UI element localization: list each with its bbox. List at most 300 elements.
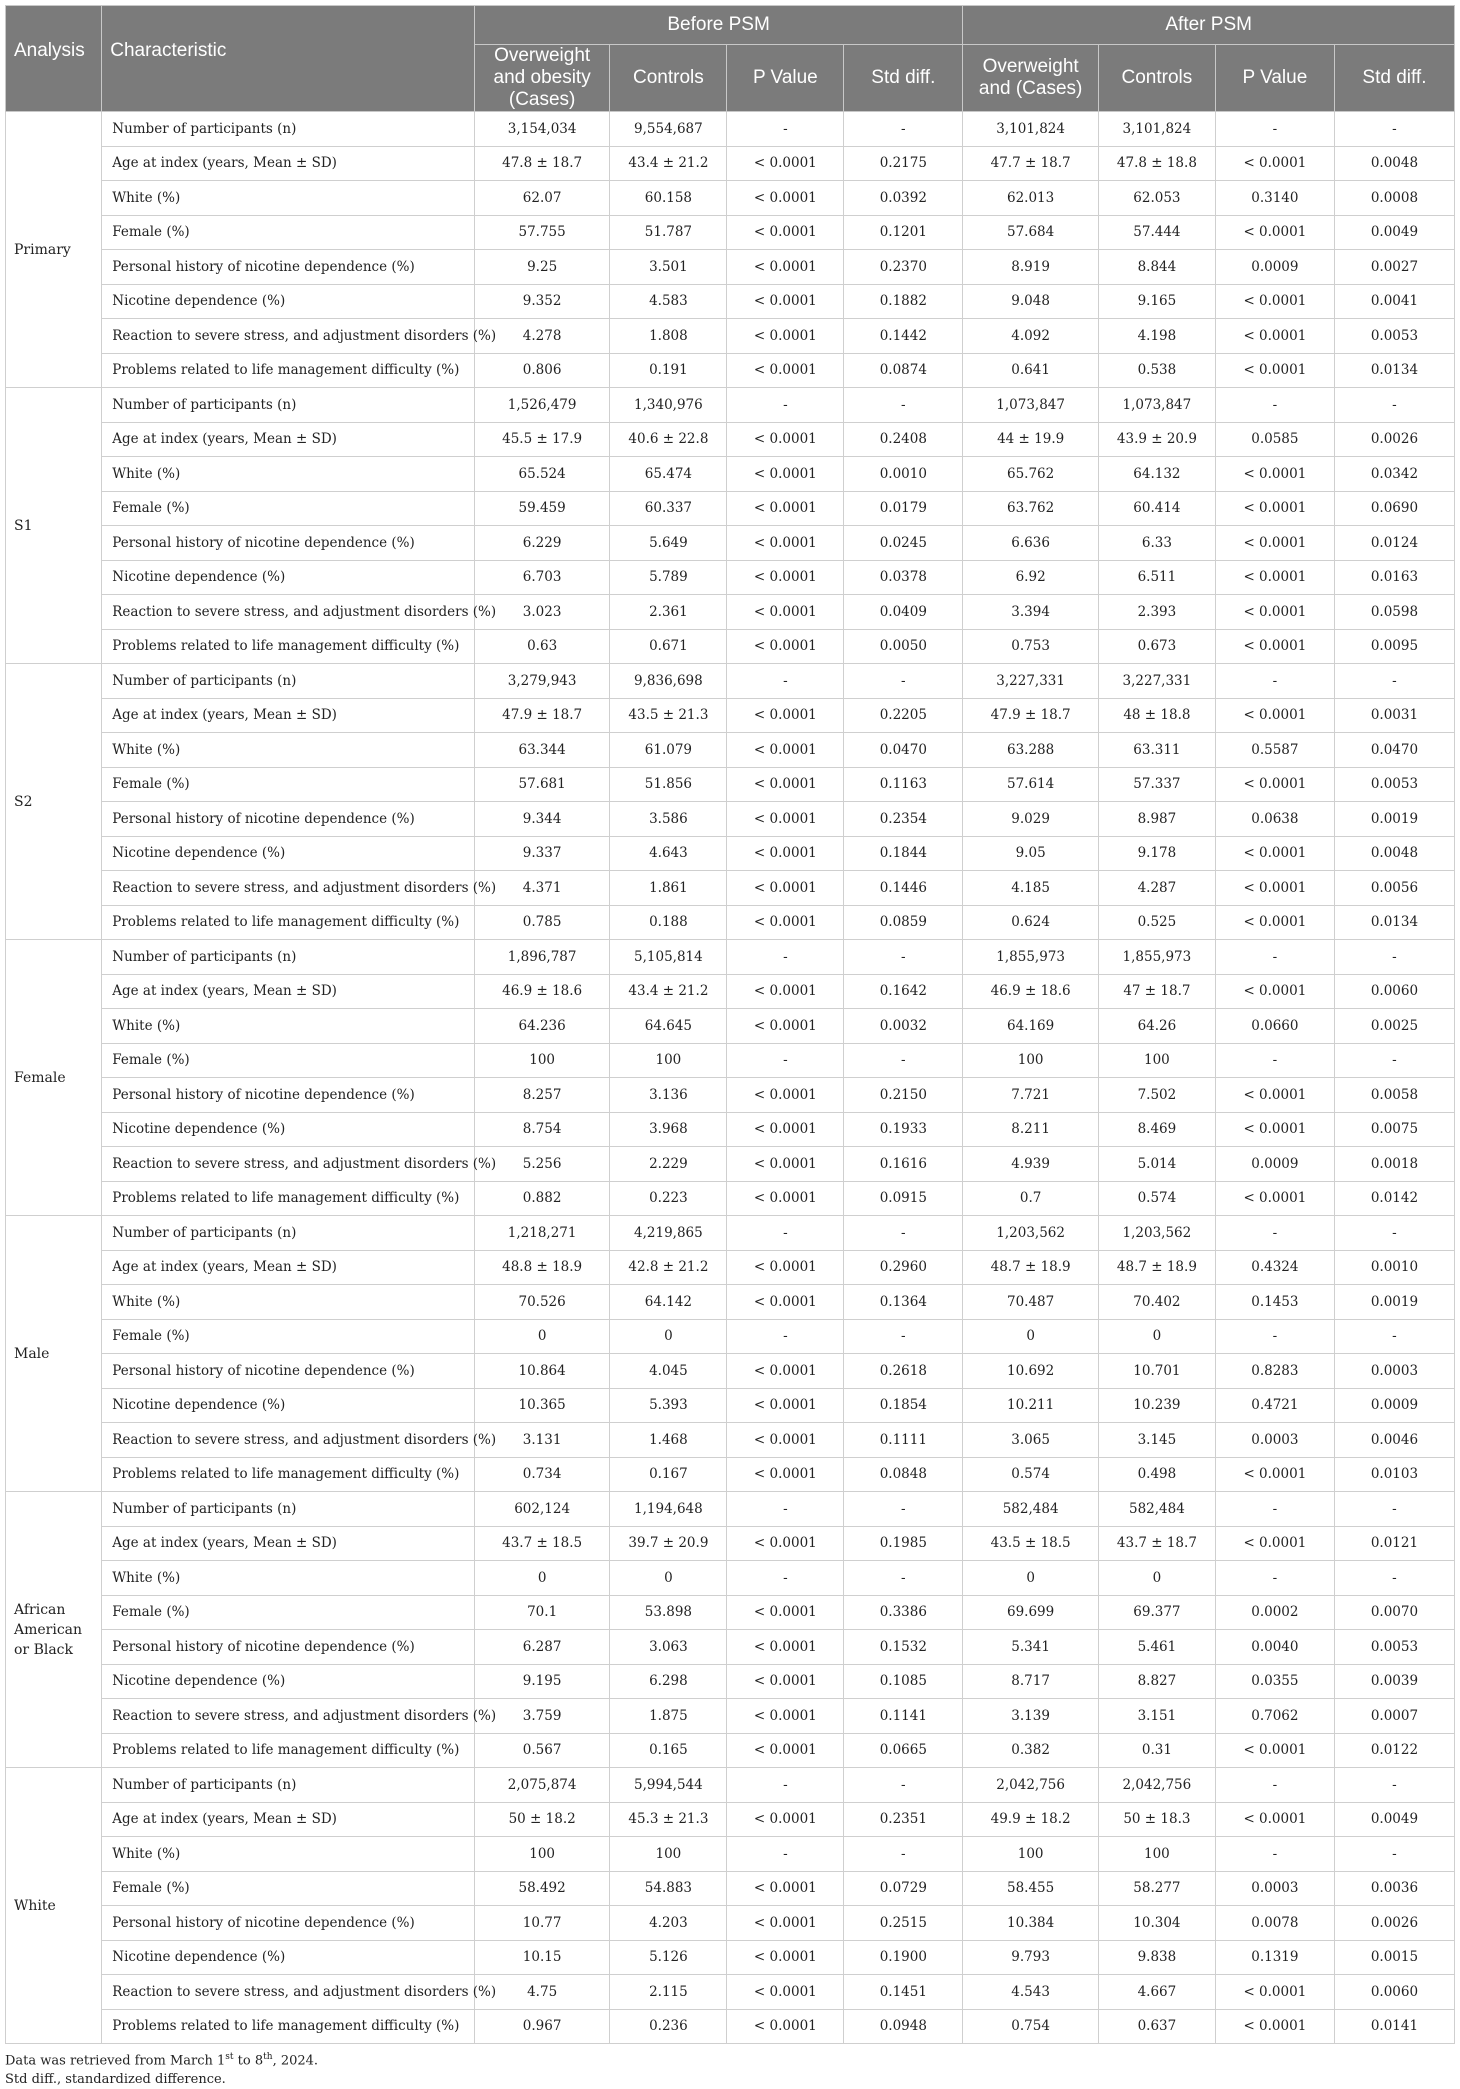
- cell-before-controls: 43.5 ± 21.3: [610, 698, 727, 733]
- cell-before-p-value: -: [727, 1837, 844, 1872]
- cell-before-controls: 9,836,698: [610, 664, 727, 699]
- cell-before-cases: 0.806: [474, 353, 610, 388]
- cell-before-cases: 1,218,271: [474, 1216, 610, 1251]
- cell-before-p-value: -: [727, 1319, 844, 1354]
- table-row: [6, 871, 1455, 906]
- cell-after-std-diff: 0.0010: [1334, 1250, 1454, 1285]
- cell-after-p-value: -: [1215, 1216, 1334, 1251]
- cell-characteristic: Nicotine dependence (%): [102, 1940, 475, 1975]
- cell-characteristic: Reaction to severe stress, and adjustment disorders (%): [102, 595, 475, 630]
- cell-after-cases: 4.092: [963, 319, 1099, 354]
- table-row: [6, 767, 1455, 802]
- table-row: [6, 1388, 1455, 1423]
- cell-before-cases: 57.681: [474, 767, 610, 802]
- cell-after-std-diff: 0.0122: [1334, 1733, 1454, 1768]
- cell-after-std-diff: -: [1334, 940, 1454, 975]
- cell-before-cases: 4.371: [474, 871, 610, 906]
- cell-before-p-value: < 0.0001: [727, 1009, 844, 1044]
- analysis-group-label: White: [6, 1768, 102, 2044]
- cell-before-controls: 5.126: [610, 1940, 727, 1975]
- cell-after-controls: 2,042,756: [1098, 1768, 1215, 1803]
- analysis-group-label: African American or Black: [6, 1492, 102, 1768]
- cell-after-p-value: < 0.0001: [1215, 1733, 1334, 1768]
- cell-after-controls: 1,203,562: [1098, 1216, 1215, 1251]
- cell-after-p-value: < 0.0001: [1215, 1112, 1334, 1147]
- cell-characteristic: Personal history of nicotine dependence (%): [102, 1630, 475, 1665]
- cell-characteristic: Problems related to life management difficulty (%): [102, 1457, 475, 1492]
- cell-after-controls: 57.444: [1098, 215, 1215, 250]
- cell-before-p-value: -: [727, 1043, 844, 1078]
- cell-before-cases: 0: [474, 1319, 610, 1354]
- cell-after-std-diff: 0.0075: [1334, 1112, 1454, 1147]
- cell-before-p-value: < 0.0001: [727, 1871, 844, 1906]
- table-row: [6, 457, 1455, 492]
- cell-before-std-diff: 0.1900: [844, 1940, 963, 1975]
- cell-after-std-diff: 0.0049: [1334, 215, 1454, 250]
- cell-before-controls: 42.8 ± 21.2: [610, 1250, 727, 1285]
- cell-characteristic: Age at index (years, Mean ± SD): [102, 146, 475, 181]
- cell-before-cases: 4.75: [474, 1975, 610, 2010]
- cell-before-p-value: < 0.0001: [727, 560, 844, 595]
- cell-characteristic: Nicotine dependence (%): [102, 1388, 475, 1423]
- header-analysis: Analysis: [6, 6, 102, 112]
- cell-before-controls: 0.223: [610, 1181, 727, 1216]
- cell-after-p-value: < 0.0001: [1215, 1975, 1334, 2010]
- cell-before-controls: 1,340,976: [610, 388, 727, 423]
- cell-after-std-diff: 0.0019: [1334, 802, 1454, 837]
- cell-before-cases: 9.352: [474, 284, 610, 319]
- cell-before-controls: 0.188: [610, 905, 727, 940]
- cell-before-controls: 64.645: [610, 1009, 727, 1044]
- cell-characteristic: Reaction to severe stress, and adjustment disorders (%): [102, 1423, 475, 1458]
- cell-after-cases: 2,042,756: [963, 1768, 1099, 1803]
- cell-after-cases: 47.9 ± 18.7: [963, 698, 1099, 733]
- cell-after-cases: 0: [963, 1561, 1099, 1596]
- cell-after-controls: 0.673: [1098, 629, 1215, 664]
- cell-after-cases: 48.7 ± 18.9: [963, 1250, 1099, 1285]
- cell-characteristic: Number of participants (n): [102, 112, 475, 147]
- cell-after-controls: 0.538: [1098, 353, 1215, 388]
- cell-characteristic: Personal history of nicotine dependence (%): [102, 526, 475, 561]
- cell-characteristic: White (%): [102, 733, 475, 768]
- footnote-retrieval-mid: to 8: [233, 2053, 264, 2069]
- cell-before-cases: 57.755: [474, 215, 610, 250]
- cell-after-cases: 0.753: [963, 629, 1099, 664]
- cell-before-std-diff: 0.1446: [844, 871, 963, 906]
- cell-after-p-value: 0.0009: [1215, 250, 1334, 285]
- cell-after-std-diff: 0.0060: [1334, 1975, 1454, 2010]
- cell-characteristic: Nicotine dependence (%): [102, 1112, 475, 1147]
- header-after-std-diff: Std diff.: [1334, 45, 1454, 112]
- cell-after-cases: 43.5 ± 18.5: [963, 1526, 1099, 1561]
- cell-after-cases: 1,855,973: [963, 940, 1099, 975]
- cell-after-cases: 9.029: [963, 802, 1099, 837]
- footnote-sup-st: st: [225, 2052, 234, 2062]
- cell-after-std-diff: 0.0036: [1334, 1871, 1454, 1906]
- cell-after-std-diff: 0.0053: [1334, 319, 1454, 354]
- cell-before-p-value: < 0.0001: [727, 457, 844, 492]
- cell-after-p-value: < 0.0001: [1215, 974, 1334, 1009]
- cell-after-cases: 0.382: [963, 1733, 1099, 1768]
- cell-after-controls: 47.8 ± 18.8: [1098, 146, 1215, 181]
- table-row: [6, 1147, 1455, 1182]
- analysis-group-label: S1: [6, 388, 102, 664]
- cell-after-cases: 582,484: [963, 1492, 1099, 1527]
- cell-after-p-value: < 0.0001: [1215, 1457, 1334, 1492]
- table-row: [6, 1975, 1455, 2010]
- cell-before-cases: 50 ± 18.2: [474, 1802, 610, 1837]
- cell-after-controls: 1,855,973: [1098, 940, 1215, 975]
- table-row: [6, 664, 1455, 699]
- cell-after-controls: 70.402: [1098, 1285, 1215, 1320]
- table-row: [6, 388, 1455, 423]
- cell-before-controls: 4.583: [610, 284, 727, 319]
- table-row: [6, 1457, 1455, 1492]
- cell-before-p-value: < 0.0001: [727, 802, 844, 837]
- cell-before-std-diff: -: [844, 1837, 963, 1872]
- cell-before-cases: 9.344: [474, 802, 610, 837]
- cell-after-p-value: 0.0585: [1215, 422, 1334, 457]
- cell-before-controls: 53.898: [610, 1595, 727, 1630]
- cell-after-controls: 9.165: [1098, 284, 1215, 319]
- table-row: [6, 974, 1455, 1009]
- cell-before-std-diff: 0.1163: [844, 767, 963, 802]
- cell-before-std-diff: 0.0409: [844, 595, 963, 630]
- cell-after-controls: 0.525: [1098, 905, 1215, 940]
- cell-after-std-diff: -: [1334, 1216, 1454, 1251]
- cell-after-p-value: 0.0355: [1215, 1664, 1334, 1699]
- cell-characteristic: Reaction to severe stress, and adjustment disorders (%): [102, 319, 475, 354]
- cell-before-std-diff: 0.2515: [844, 1906, 963, 1941]
- cell-after-std-diff: 0.0134: [1334, 353, 1454, 388]
- cell-characteristic: Age at index (years, Mean ± SD): [102, 1802, 475, 1837]
- cell-before-controls: 6.298: [610, 1664, 727, 1699]
- cell-after-std-diff: -: [1334, 1837, 1454, 1872]
- table-row: [6, 1492, 1455, 1527]
- cell-before-std-diff: 0.2175: [844, 146, 963, 181]
- cell-after-cases: 3.139: [963, 1699, 1099, 1734]
- table-row: [6, 629, 1455, 664]
- cell-after-p-value: 0.0638: [1215, 802, 1334, 837]
- cell-after-controls: 10.304: [1098, 1906, 1215, 1941]
- cell-before-controls: 5.649: [610, 526, 727, 561]
- cell-after-cases: 9.048: [963, 284, 1099, 319]
- cell-after-cases: 4.939: [963, 1147, 1099, 1182]
- cell-before-std-diff: 0.1085: [844, 1664, 963, 1699]
- cell-before-std-diff: -: [844, 1561, 963, 1596]
- cell-before-p-value: < 0.0001: [727, 1802, 844, 1837]
- cell-before-cases: 47.8 ± 18.7: [474, 146, 610, 181]
- cell-before-p-value: < 0.0001: [727, 1457, 844, 1492]
- cell-after-cases: 0.624: [963, 905, 1099, 940]
- table-row: [6, 1664, 1455, 1699]
- table-row: [6, 595, 1455, 630]
- cell-after-p-value: < 0.0001: [1215, 1078, 1334, 1113]
- cell-after-std-diff: 0.0046: [1334, 1423, 1454, 1458]
- cell-after-p-value: 0.8283: [1215, 1354, 1334, 1389]
- cell-before-p-value: < 0.0001: [727, 1181, 844, 1216]
- cell-after-p-value: -: [1215, 388, 1334, 423]
- cell-after-std-diff: 0.0018: [1334, 1147, 1454, 1182]
- cell-before-controls: 100: [610, 1043, 727, 1078]
- cell-before-std-diff: 0.2354: [844, 802, 963, 837]
- cell-before-p-value: < 0.0001: [727, 1354, 844, 1389]
- cell-before-std-diff: 0.1141: [844, 1699, 963, 1734]
- table-row: [6, 1906, 1455, 1941]
- cell-after-cases: 4.543: [963, 1975, 1099, 2010]
- cell-before-controls: 2.115: [610, 1975, 727, 2010]
- cell-after-p-value: -: [1215, 1043, 1334, 1078]
- cell-before-p-value: < 0.0001: [727, 2009, 844, 2044]
- table-body: [6, 112, 1455, 2044]
- cell-after-controls: 0.498: [1098, 1457, 1215, 1492]
- header-after-psm: After PSM: [963, 6, 1455, 45]
- cell-before-cases: 10.77: [474, 1906, 610, 1941]
- analysis-group-label: Female: [6, 940, 102, 1216]
- cell-before-std-diff: 0.0859: [844, 905, 963, 940]
- cell-characteristic: Personal history of nicotine dependence (%): [102, 802, 475, 837]
- cell-before-p-value: < 0.0001: [727, 836, 844, 871]
- cell-before-cases: 9.337: [474, 836, 610, 871]
- cell-before-std-diff: 0.0948: [844, 2009, 963, 2044]
- table-row: [6, 836, 1455, 871]
- cell-before-std-diff: 0.0032: [844, 1009, 963, 1044]
- cell-after-controls: 63.311: [1098, 733, 1215, 768]
- cell-after-controls: 64.132: [1098, 457, 1215, 492]
- cell-before-std-diff: 0.0470: [844, 733, 963, 768]
- cell-after-cases: 3,101,824: [963, 112, 1099, 147]
- table-row: [6, 1112, 1455, 1147]
- cell-after-std-diff: 0.0048: [1334, 836, 1454, 871]
- cell-before-cases: 70.526: [474, 1285, 610, 1320]
- table-row: [6, 802, 1455, 837]
- cell-after-p-value: < 0.0001: [1215, 491, 1334, 526]
- cell-before-std-diff: 0.1933: [844, 1112, 963, 1147]
- cell-after-cases: 8.919: [963, 250, 1099, 285]
- footnote-abbreviation: Std diff., standardized difference.: [5, 2072, 226, 2088]
- cell-characteristic: Problems related to life management difficulty (%): [102, 905, 475, 940]
- cell-before-cases: 2,075,874: [474, 1768, 610, 1803]
- table-row: [6, 526, 1455, 561]
- cell-after-cases: 62.013: [963, 181, 1099, 216]
- cell-before-controls: 9,554,687: [610, 112, 727, 147]
- cell-before-p-value: < 0.0001: [727, 1147, 844, 1182]
- cell-before-cases: 9.195: [474, 1664, 610, 1699]
- cell-before-p-value: < 0.0001: [727, 698, 844, 733]
- cell-after-cases: 0.754: [963, 2009, 1099, 2044]
- cell-after-cases: 0.7: [963, 1181, 1099, 1216]
- cell-after-p-value: 0.4324: [1215, 1250, 1334, 1285]
- cell-before-cases: 6.703: [474, 560, 610, 595]
- table-row: [6, 1768, 1455, 1803]
- table-row: [6, 1699, 1455, 1734]
- cell-characteristic: Problems related to life management difficulty (%): [102, 2009, 475, 2044]
- cell-after-std-diff: 0.0039: [1334, 1664, 1454, 1699]
- cell-after-p-value: < 0.0001: [1215, 146, 1334, 181]
- table-row: [6, 1285, 1455, 1320]
- cell-before-controls: 51.856: [610, 767, 727, 802]
- cell-after-p-value: < 0.0001: [1215, 319, 1334, 354]
- cell-characteristic: Number of participants (n): [102, 388, 475, 423]
- cell-after-cases: 9.793: [963, 1940, 1099, 1975]
- cell-after-std-diff: 0.0124: [1334, 526, 1454, 561]
- table-row: [6, 1837, 1455, 1872]
- cell-after-controls: 8.987: [1098, 802, 1215, 837]
- header-before-cases: Overweight and obesity (Cases): [474, 45, 610, 112]
- cell-before-controls: 0.165: [610, 1733, 727, 1768]
- cell-characteristic: Number of participants (n): [102, 664, 475, 699]
- cell-before-p-value: -: [727, 940, 844, 975]
- cell-after-std-diff: 0.0342: [1334, 457, 1454, 492]
- cell-after-p-value: 0.7062: [1215, 1699, 1334, 1734]
- cell-after-controls: 62.053: [1098, 181, 1215, 216]
- cell-after-controls: 0: [1098, 1319, 1215, 1354]
- header-after-cases: Overweight and (Cases): [963, 45, 1099, 112]
- cell-before-cases: 62.07: [474, 181, 610, 216]
- cell-before-p-value: -: [727, 1768, 844, 1803]
- cell-after-p-value: < 0.0001: [1215, 767, 1334, 802]
- cell-after-p-value: < 0.0001: [1215, 353, 1334, 388]
- cell-before-cases: 0.967: [474, 2009, 610, 2044]
- cell-before-std-diff: 0.2618: [844, 1354, 963, 1389]
- cell-before-p-value: < 0.0001: [727, 1906, 844, 1941]
- cell-before-cases: 10.864: [474, 1354, 610, 1389]
- cell-before-cases: 64.236: [474, 1009, 610, 1044]
- cell-before-p-value: -: [727, 664, 844, 699]
- cell-after-std-diff: 0.0026: [1334, 1906, 1454, 1941]
- header-after-controls: Controls: [1098, 45, 1215, 112]
- analysis-group-label: S2: [6, 664, 102, 940]
- cell-before-std-diff: 0.2408: [844, 422, 963, 457]
- cell-before-controls: 3.063: [610, 1630, 727, 1665]
- cell-after-controls: 0.574: [1098, 1181, 1215, 1216]
- table-row: [6, 1940, 1455, 1975]
- cell-after-std-diff: 0.0025: [1334, 1009, 1454, 1044]
- table-row: [6, 319, 1455, 354]
- cell-after-controls: 9.838: [1098, 1940, 1215, 1975]
- cell-before-cases: 63.344: [474, 733, 610, 768]
- table-row: [6, 181, 1455, 216]
- cell-after-std-diff: -: [1334, 1043, 1454, 1078]
- table-row: [6, 1595, 1455, 1630]
- cell-after-cases: 4.185: [963, 871, 1099, 906]
- cell-characteristic: Female (%): [102, 1871, 475, 1906]
- cell-before-cases: 10.365: [474, 1388, 610, 1423]
- cell-characteristic: Age at index (years, Mean ± SD): [102, 422, 475, 457]
- cell-before-std-diff: 0.1642: [844, 974, 963, 1009]
- cell-after-controls: 43.9 ± 20.9: [1098, 422, 1215, 457]
- cell-before-cases: 3.023: [474, 595, 610, 630]
- cell-before-p-value: -: [727, 388, 844, 423]
- cell-before-controls: 1.861: [610, 871, 727, 906]
- cell-characteristic: Reaction to severe stress, and adjustment disorders (%): [102, 1975, 475, 2010]
- table-row: [6, 1250, 1455, 1285]
- cell-after-controls: 6.33: [1098, 526, 1215, 561]
- cell-before-cases: 0: [474, 1561, 610, 1596]
- cell-before-cases: 100: [474, 1043, 610, 1078]
- cell-before-controls: 43.4 ± 21.2: [610, 146, 727, 181]
- cell-after-cases: 3.065: [963, 1423, 1099, 1458]
- cell-before-std-diff: 0.2351: [844, 1802, 963, 1837]
- cell-before-std-diff: 0.0050: [844, 629, 963, 664]
- table-row: [6, 422, 1455, 457]
- cell-characteristic: Female (%): [102, 1319, 475, 1354]
- cell-before-std-diff: -: [844, 1492, 963, 1527]
- cell-after-cases: 63.762: [963, 491, 1099, 526]
- cell-before-std-diff: 0.2205: [844, 698, 963, 733]
- table-row: [6, 1871, 1455, 1906]
- cell-after-std-diff: 0.0053: [1334, 1630, 1454, 1665]
- cell-before-controls: 0: [610, 1561, 727, 1596]
- cell-before-cases: 1,526,479: [474, 388, 610, 423]
- cell-before-cases: 0.63: [474, 629, 610, 664]
- cell-before-cases: 46.9 ± 18.6: [474, 974, 610, 1009]
- cell-after-p-value: < 0.0001: [1215, 284, 1334, 319]
- cell-before-controls: 3.586: [610, 802, 727, 837]
- cell-before-p-value: < 0.0001: [727, 215, 844, 250]
- cell-after-p-value: < 0.0001: [1215, 871, 1334, 906]
- cell-before-p-value: < 0.0001: [727, 733, 844, 768]
- cell-before-std-diff: 0.2150: [844, 1078, 963, 1113]
- cell-characteristic: Female (%): [102, 491, 475, 526]
- cell-after-std-diff: 0.0060: [1334, 974, 1454, 1009]
- table-row: [6, 1216, 1455, 1251]
- cell-after-p-value: < 0.0001: [1215, 1181, 1334, 1216]
- table-row: [6, 250, 1455, 285]
- cell-after-controls: 4.287: [1098, 871, 1215, 906]
- cell-characteristic: White (%): [102, 1561, 475, 1596]
- cell-before-cases: 6.287: [474, 1630, 610, 1665]
- cell-before-cases: 58.492: [474, 1871, 610, 1906]
- cell-characteristic: Number of participants (n): [102, 1216, 475, 1251]
- header-characteristic: Characteristic: [102, 6, 475, 112]
- cell-after-p-value: < 0.0001: [1215, 560, 1334, 595]
- cell-after-controls: 100: [1098, 1837, 1215, 1872]
- cell-characteristic: Reaction to severe stress, and adjustment disorders (%): [102, 1147, 475, 1182]
- cell-before-cases: 47.9 ± 18.7: [474, 698, 610, 733]
- cell-before-p-value: < 0.0001: [727, 1733, 844, 1768]
- cell-before-std-diff: -: [844, 1216, 963, 1251]
- cell-after-p-value: 0.5587: [1215, 733, 1334, 768]
- cell-before-controls: 0.191: [610, 353, 727, 388]
- cell-before-std-diff: -: [844, 1768, 963, 1803]
- cell-characteristic: White (%): [102, 1009, 475, 1044]
- cell-before-cases: 0.567: [474, 1733, 610, 1768]
- cell-after-cases: 0.641: [963, 353, 1099, 388]
- cell-after-p-value: < 0.0001: [1215, 905, 1334, 940]
- cell-after-controls: 9.178: [1098, 836, 1215, 871]
- cell-after-controls: 4.198: [1098, 319, 1215, 354]
- cell-before-std-diff: 0.1364: [844, 1285, 963, 1320]
- cell-before-cases: 6.229: [474, 526, 610, 561]
- cell-before-controls: 3.501: [610, 250, 727, 285]
- table-row: [6, 1354, 1455, 1389]
- table-row: [6, 733, 1455, 768]
- cell-before-cases: 3,154,034: [474, 112, 610, 147]
- cell-before-controls: 2.229: [610, 1147, 727, 1182]
- cell-before-p-value: < 0.0001: [727, 629, 844, 664]
- cell-characteristic: Nicotine dependence (%): [102, 560, 475, 595]
- cell-characteristic: Nicotine dependence (%): [102, 836, 475, 871]
- cell-before-std-diff: -: [844, 1319, 963, 1354]
- cell-characteristic: Female (%): [102, 215, 475, 250]
- cell-after-cases: 1,203,562: [963, 1216, 1099, 1251]
- cell-after-controls: 64.26: [1098, 1009, 1215, 1044]
- cell-before-controls: 60.158: [610, 181, 727, 216]
- cell-before-p-value: -: [727, 1561, 844, 1596]
- cell-after-controls: 8.469: [1098, 1112, 1215, 1147]
- cell-after-controls: 48.7 ± 18.9: [1098, 1250, 1215, 1285]
